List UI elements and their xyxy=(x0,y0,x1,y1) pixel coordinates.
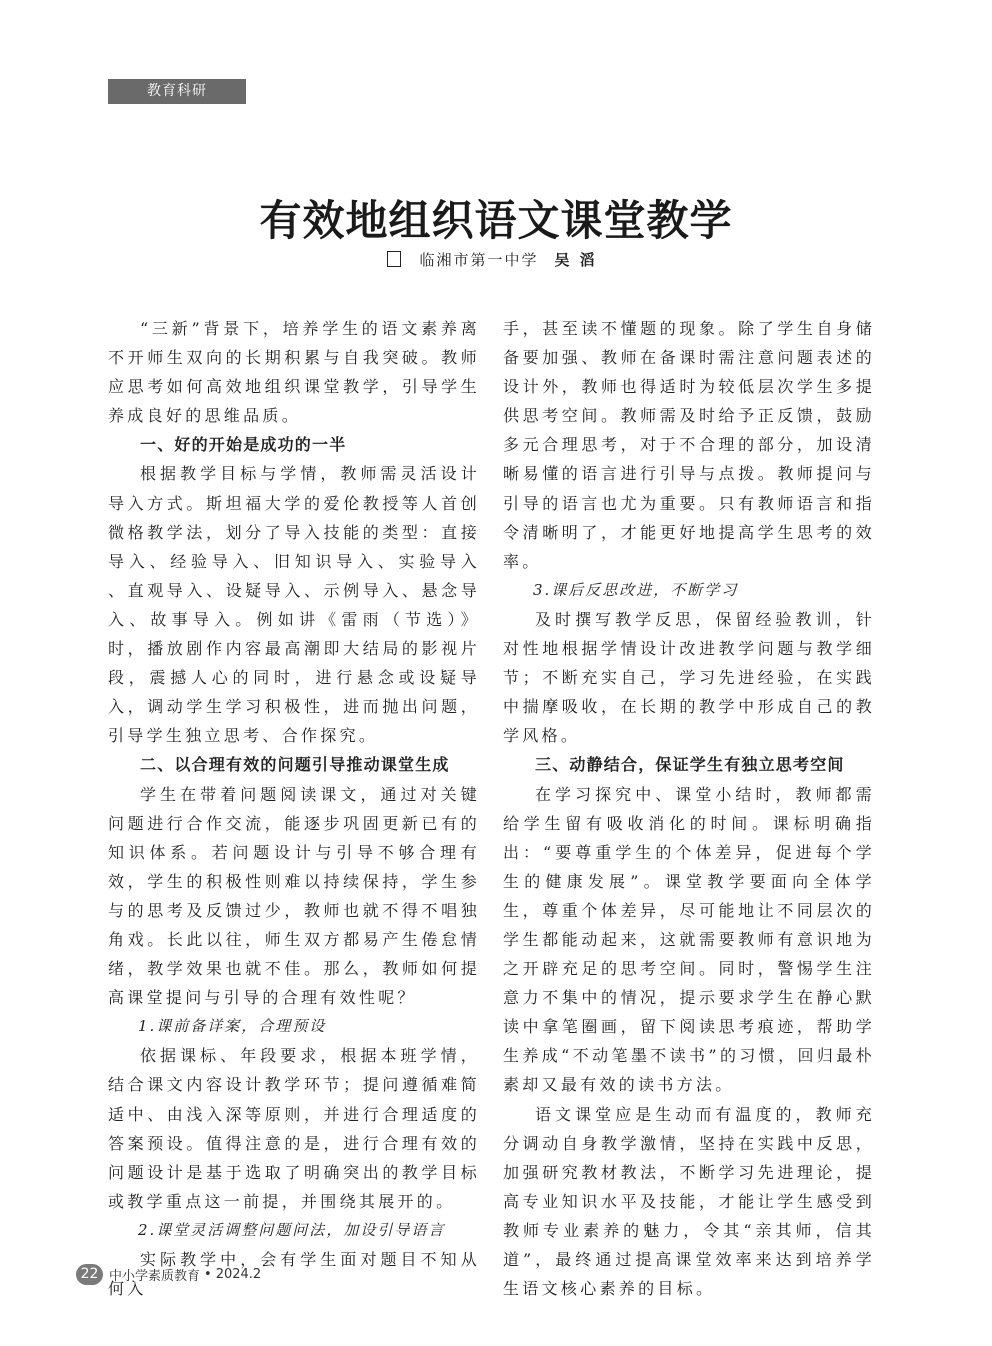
left-column xyxy=(108,314,480,1303)
paragraph: 实际教学中，会有学生面对题目不知从何入 xyxy=(108,1250,480,1299)
author-school: 临湘市第一中学 xyxy=(419,251,539,269)
byline xyxy=(0,249,992,270)
intro-paragraph: “三新”背景下，培养学生的语文素养离不开师生双向的长期积累与自我突破。教师应思考如何高效地组织课堂教学，引导学生养成良好的思维品质。 xyxy=(108,319,480,426)
section-heading-1: 一、好的开始是成功的一半 xyxy=(140,435,347,455)
paragraph-continued: 手，甚至读不懂题的现象。除了学生自身储备要加强、教师在备课时需注意问题表述的设计外，教师也得适时为较低层次学生多提供思考空间。教师需及时给予正反馈，鼓励多元合理思考，对于不合理的部分，加设清晰易懂的语言进行引导与点拨。教师提问与引导的语言也尤为重要。只有教师语言和指令清晰明了，才能更好地提高学生思考的效率。 xyxy=(503,319,875,571)
closing-paragraph: 语文课堂应是生动而有温度的，教师充分调动自身教学激情，坚持在实践中反思，加强研究教材教法，不断学习先进理论，提高专业知识水平及技能，才能让学生感受到教师专业素养的魅力，令其“亲其师，信其道”，最终通过提高课堂效率来达到培养学生语文核心素养的目标。 xyxy=(503,1104,875,1299)
subheading-1: 1.课前备详案，合理预设 xyxy=(138,1017,327,1036)
paragraph: 在学习探究中、课堂小结时，教师都需给学生留有吸收消化的时间。课标明确指出：“要尊重学生的个体差异，促进每个学生的健康发展”。课堂教学要面向全体学生，尊重个体差异，尽可能地让不同层次的学生都能动起来，这就需要教师有意识地为之开辟充足的思考空间。同时，警惕学生注意力不集中的情况，提示要求学生在静心默读中拿笔圈画，留下阅读思考痕迹，帮助学生养成“不动笔墨不读书”的习惯，回归最朴素却又最有效的读书方法。 xyxy=(503,784,875,1095)
paragraph: 学生在带着问题阅读课文，通过对关键问题进行合作交流，能逐步巩固更新已有的知识体系。若问题设计与引导不够合理有效，学生的积极性则难以持续保持，学生参与的思考及反馈过少，教师也就不得不唱独角戏。长此以往，师生双方都易产生倦怠情绪，教学效果也就不佳。那么，教师如何提高课堂提问与引导的合理有效性呢？ xyxy=(108,784,480,1008)
issue-number: 2024.2 xyxy=(215,1267,262,1282)
journal-name: 中小学素质教育 xyxy=(109,1269,201,1284)
section-tag: 教育科研 xyxy=(108,79,246,104)
right-column xyxy=(503,314,875,1303)
square-bullet-icon xyxy=(387,251,401,267)
subheading-2: 2.课堂灵活调整问题问法，加设引导语言 xyxy=(138,1220,446,1239)
paragraph: 依据课标、年段要求，根据本班学情，结合课文内容设计教学环节；提问遵循难简适中、由浅入深等原则，并进行合理适度的答案预设。值得注意的是，进行合理有效的问题设计是基于选取了明确突出的教学目标或教学重点这一前提，并围绕其展开的。 xyxy=(108,1046,480,1211)
paragraph: 及时撰写教学反思，保留经验教训，针对性地根据学情设计改进教学问题与教学细节；不断充实自己，学习先进经验，在实践中揣摩吸收，在长期的教学中形成自己的教学风格。 xyxy=(503,609,875,746)
paragraph: 根据教学目标与学情，教师需灵活设计导入方式。斯坦福大学的爱伦教授等人首创微格教学法，划分了导入技能的类型：直接导入、经验导入、旧知识导入、实验导入 、直观导入、设疑导入、示例导入、悬念导入、故事导入。例如讲《雷雨（节选）》时，播放剧作内容最高潮即大结局的影视片段，震撼人心的同时，进行悬念或设疑导入，调动学生学习积极性，进而抛出问题，引导学生独立思考、合作探究。 xyxy=(108,464,480,746)
section-heading-3: 三、动静结合，保证学生有独立思考空间 xyxy=(535,755,845,775)
page-number-badge: 22 xyxy=(76,1264,103,1285)
page-footer xyxy=(76,1264,261,1285)
author-name: 吴滔 xyxy=(554,251,605,269)
section-heading-2: 二、以合理有效的问题引导推动课堂生成 xyxy=(140,755,450,775)
subheading-3: 3.课后反思改进，不断学习 xyxy=(533,580,739,599)
separator-dot: • xyxy=(204,1267,212,1282)
article-title: 有效地组织语文课堂教学 xyxy=(259,196,733,245)
